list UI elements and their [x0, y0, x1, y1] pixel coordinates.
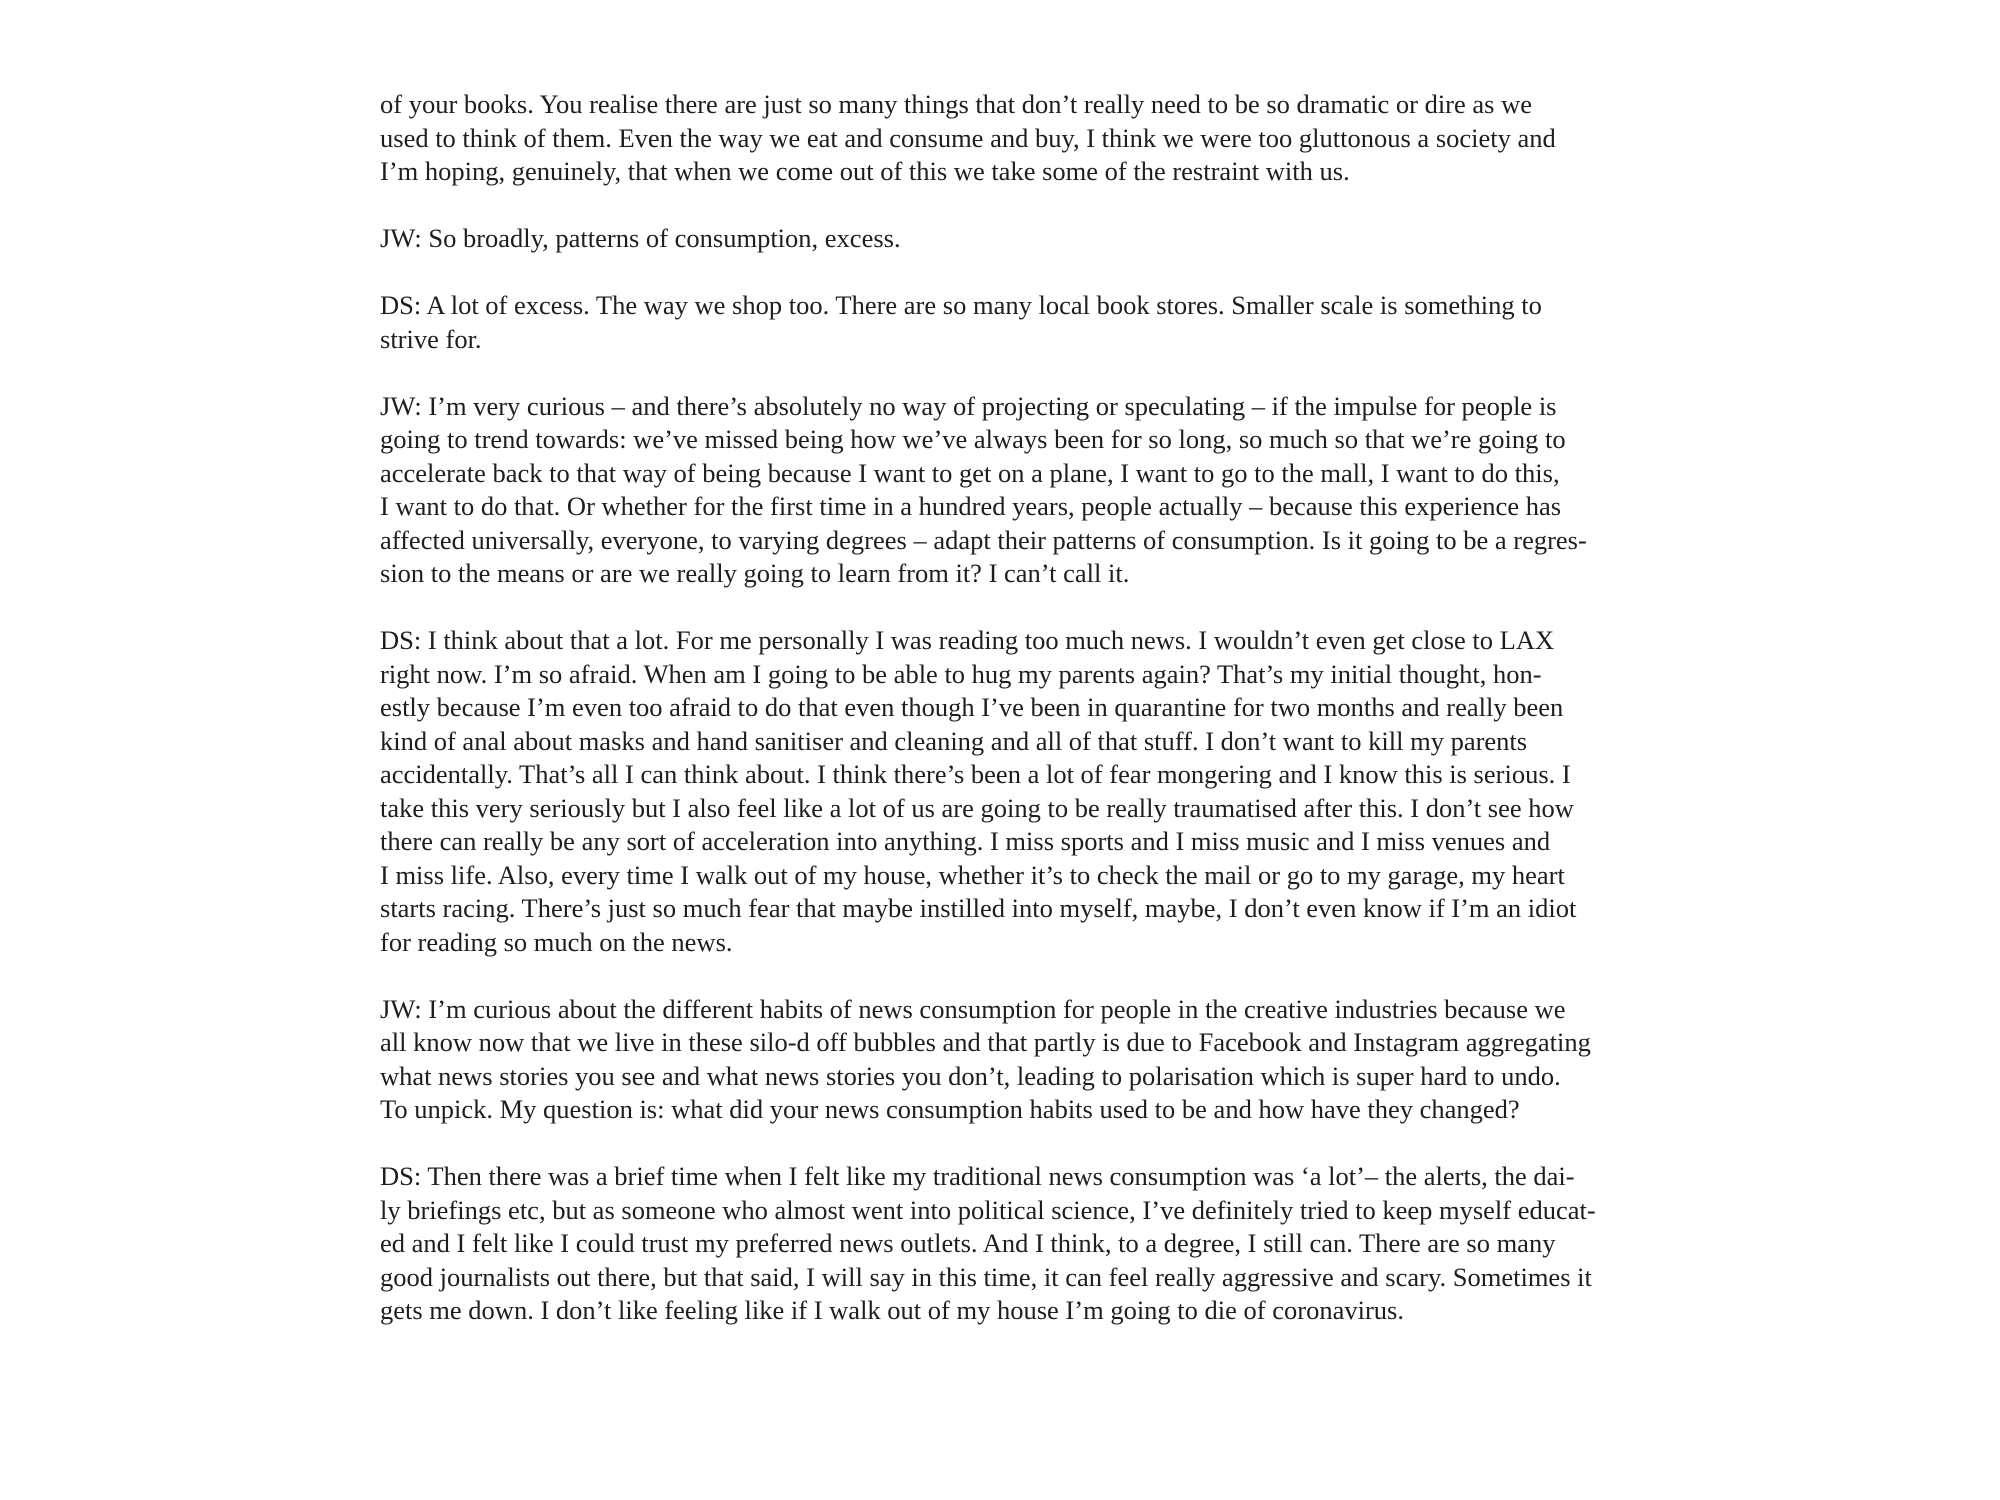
text-line: what news stories you see and what news stories you don’t, leading to polarisation which is super hard to undo. — [380, 1060, 1561, 1091]
text-line: take this very seriously but I also feel like a lot of us are going to be really traumatised after this. I don’t see how — [380, 792, 1574, 823]
text-line: used to think of them. Even the way we eat and consume and buy, I think we were too gluttonous a society and — [380, 122, 1556, 153]
text-line: gets me down. I don’t like feeling like if I walk out of my house I’m going to die of coronavirus. — [380, 1295, 1404, 1325]
text-line: ed and I felt like I could trust my preferred news outlets. And I think, to a degree, I still can. There are so many — [380, 1228, 1556, 1258]
text-line: ly briefings etc, but as someone who almost went into political science, I’ve definitely tried to keep myself educat- — [380, 1194, 1596, 1225]
text-line: kind of anal about masks and hand sanitiser and cleaning and all of that stuff. I don’t want to kill my parents — [380, 725, 1528, 756]
text-line: strive for. — [380, 323, 482, 354]
text-line: good journalists out there, but that said, I will say in this time, it can feel really aggressive and scary. Sometimes it — [380, 1261, 1592, 1292]
text-line: all know now that we live in these silo-d off bubbles and that partly is due to Facebook and Instagram aggregating — [380, 1027, 1591, 1057]
interview-text-page — [380, 88, 1644, 1361]
text-line: affected universally, everyone, to varying degrees – adapt their patterns of consumption. Is it going to be a regres- — [380, 524, 1587, 555]
text-line: sion to the means or are we really going to learn from it? I can’t call it. — [380, 558, 1130, 588]
paragraph-jw-consumption — [380, 222, 1644, 256]
text-line: starts racing. There’s just so much fear that maybe instilled into myself, maybe, I don’t even know if I’m an idiot — [380, 893, 1577, 923]
text-line: To unpick. My question is: what did your news consumption habits used to be and how have they changed? — [380, 1094, 1520, 1124]
text-line: JW: I’m curious about the different habits of news consumption for people in the creative industries because we — [380, 993, 1566, 1024]
paragraph-ds-news — [380, 624, 1644, 959]
text-line: there can really be any sort of acceleration into anything. I miss sports and I miss music and I miss venues and — [380, 826, 1551, 856]
paragraph-jw-habits — [380, 993, 1644, 1127]
text-line: going to trend towards: we’ve missed being how we’ve always been for so long, so much so that we’re going to — [380, 424, 1566, 454]
text-line: of your books. You realise there are just so many things that don’t really need to be so dramatic or dire as we — [380, 89, 1532, 119]
text-line: JW: So broadly, patterns of consumption, excess. — [380, 223, 901, 253]
text-line: accelerate back to that way of being because I want to get on a plane, I want to go to the mall, I want to do this, — [380, 457, 1560, 488]
text-line: I miss life. Also, every time I walk out of my house, whether it’s to check the mail or go to my garage, my heart — [380, 859, 1565, 890]
text-line: accidentally. That’s all I can think about. I think there’s been a lot of fear mongering and I know this is serious. I — [380, 759, 1571, 789]
paragraph-jw-curious — [380, 390, 1644, 591]
text-line: estly because I’m even too afraid to do that even though I’ve been in quarantine for two months and really been — [380, 692, 1564, 722]
text-line: DS: Then there was a brief time when I felt like my traditional news consumption was ‘a lot’– the alerts, the dai- — [380, 1161, 1575, 1191]
text-line: I want to do that. Or whether for the first time in a hundred years, people actually – because this experience has — [380, 491, 1562, 521]
text-line: for reading so much on the news. — [380, 926, 733, 957]
paragraph-ds-traditional-news — [380, 1160, 1644, 1328]
text-line: DS: I think about that a lot. For me personally I was reading too much news. I wouldn’t even get close to LAX — [380, 625, 1555, 655]
text-line: JW: I’m very curious – and there’s absolutely no way of projecting or speculating – if the impulse for people is — [380, 390, 1557, 421]
text-line: I’m hoping, genuinely, that when we come out of this we take some of the restraint with us. — [380, 156, 1350, 186]
text-line: DS: A lot of excess. The way we shop too. There are so many local book stores. Smaller scale is something to — [380, 290, 1542, 320]
text-line: right now. I’m so afraid. When am I going to be able to hug my parents again? That’s my initial thought, hon- — [380, 658, 1542, 689]
paragraph-ds-books — [380, 88, 1644, 189]
paragraph-ds-excess — [380, 289, 1644, 356]
